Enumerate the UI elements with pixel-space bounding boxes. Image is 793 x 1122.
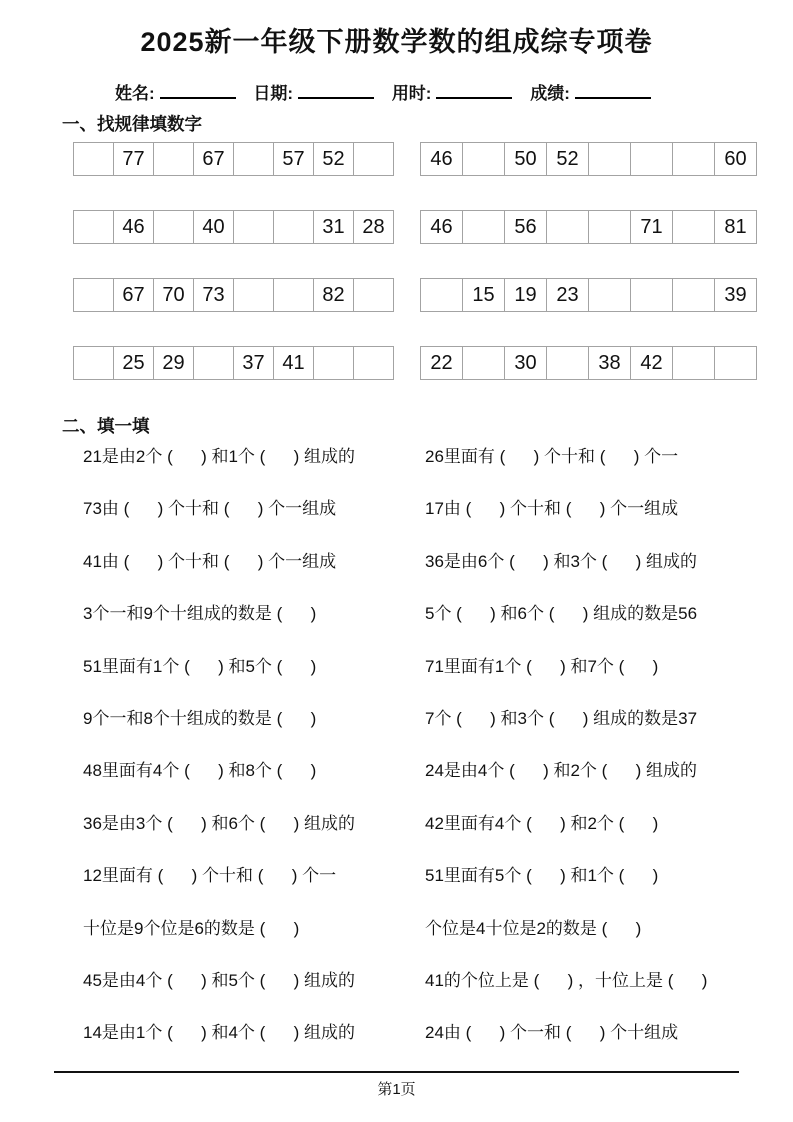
fill-question: 14是由1个 ( ) 和4个 ( ) 组成的	[83, 1023, 356, 1043]
fill-question: 21是由2个 ( ) 和1个 ( ) 组成的	[83, 447, 356, 466]
grid-cell	[74, 347, 114, 380]
question-row	[83, 1022, 793, 1074]
grid-cell: 81	[715, 211, 757, 244]
question-row	[83, 970, 793, 1022]
name-field	[115, 84, 236, 103]
grid-cell: 15	[463, 279, 505, 312]
fill-question: 42里面有4个 ( ) 和2个 ( )	[425, 813, 659, 833]
grid-cell	[354, 143, 394, 176]
grid-cell: 57	[274, 143, 314, 176]
question-row	[83, 918, 793, 970]
fill-question: 51里面有5个 ( ) 和1个 ( )	[425, 866, 659, 886]
grid-cell: 46	[421, 211, 463, 244]
grid-cell	[354, 279, 394, 312]
grid-cell	[421, 279, 463, 312]
score-field	[530, 84, 651, 103]
number-pattern-grid	[73, 346, 394, 380]
score-label: 成绩:	[530, 84, 570, 103]
fill-question: 45是由4个 ( ) 和5个 ( ) 组成的	[83, 970, 356, 990]
time-used-blank-line	[436, 82, 512, 99]
date-blank-line	[298, 82, 374, 99]
number-pattern-grids	[0, 142, 793, 380]
grid-cell	[154, 211, 194, 244]
fill-question: 7个 ( ) 和3个 ( ) 组成的数是37	[425, 708, 698, 728]
grid-cell	[589, 211, 631, 244]
fill-question: 十位是9个位是6的数是 ( )	[83, 918, 300, 938]
grid-cell: 39	[715, 279, 757, 312]
fill-question: 3个一和9个十组成的数是 ( )	[83, 604, 317, 624]
name-label: 姓名:	[115, 84, 155, 103]
fill-question: 24由 ( ) 个一和 ( ) 个十组成	[425, 1023, 679, 1043]
question-row	[83, 760, 793, 812]
grid-cell	[234, 143, 274, 176]
grid-cell	[234, 279, 274, 312]
grid-cell	[631, 279, 673, 312]
time-used-field	[392, 84, 513, 103]
fill-question: 26里面有 ( ) 个十和 ( ) 个一	[425, 447, 679, 466]
grid-cell: 38	[589, 347, 631, 380]
grid-cell: 60	[715, 143, 757, 176]
grid-cell	[234, 211, 274, 244]
question-row	[83, 446, 793, 498]
question-row	[83, 498, 793, 550]
grid-cell	[673, 347, 715, 380]
grid-cell	[463, 211, 505, 244]
name-blank-line	[160, 82, 236, 99]
grid-cell: 22	[421, 347, 463, 380]
fill-question: 9个一和8个十组成的数是 ( )	[83, 708, 317, 728]
grid-cell	[547, 347, 589, 380]
page-number: 第1页	[377, 1081, 416, 1098]
grid-cell: 40	[194, 211, 234, 244]
grid-cell	[715, 347, 757, 380]
question-row	[83, 551, 793, 603]
grid-row-2	[73, 210, 793, 244]
fill-question: 24是由4个 ( ) 和2个 ( ) 组成的	[425, 761, 698, 781]
number-pattern-grid	[420, 278, 757, 312]
grid-row-3	[73, 278, 793, 312]
grid-cell: 30	[505, 347, 547, 380]
fill-question: 17由 ( ) 个十和 ( ) 个一组成	[425, 499, 679, 519]
fill-question: 个位是4十位是2的数是 ( )	[425, 918, 642, 938]
grid-cell: 71	[631, 211, 673, 244]
fill-question: 12里面有 ( ) 个十和 ( ) 个一	[83, 866, 337, 886]
grid-cell	[354, 347, 394, 380]
grid-cell	[74, 143, 114, 176]
time-used-label: 用时:	[391, 84, 432, 103]
grid-cell	[547, 211, 589, 244]
question-row	[83, 865, 793, 917]
fill-in-questions	[0, 446, 793, 1075]
grid-cell: 67	[114, 279, 154, 312]
grid-cell: 82	[314, 279, 354, 312]
grid-cell	[673, 211, 715, 244]
grid-cell: 52	[547, 143, 589, 176]
grid-cell: 46	[114, 211, 154, 244]
grid-cell: 67	[194, 143, 234, 176]
date-field	[253, 84, 374, 103]
grid-cell	[274, 211, 314, 244]
grid-cell	[463, 143, 505, 176]
grid-cell: 29	[154, 347, 194, 380]
grid-row-4	[73, 346, 793, 380]
score-blank-line	[575, 82, 651, 99]
fill-question: 41由 ( ) 个十和 ( ) 个一组成	[83, 551, 337, 571]
number-pattern-grid	[420, 142, 757, 176]
grid-cell: 56	[505, 211, 547, 244]
grid-cell: 70	[154, 279, 194, 312]
grid-cell	[673, 143, 715, 176]
date-label: 日期:	[253, 84, 294, 103]
question-row	[83, 708, 793, 760]
grid-cell	[74, 279, 114, 312]
fill-question: 5个 ( ) 和6个 ( ) 组成的数是56	[425, 604, 698, 624]
grid-cell	[631, 143, 673, 176]
grid-cell: 52	[314, 143, 354, 176]
student-info-line	[115, 82, 793, 104]
grid-cell: 19	[505, 279, 547, 312]
page-title: 2025新一年级下册数学数的组成综专项卷	[140, 27, 653, 57]
grid-cell	[589, 279, 631, 312]
grid-cell: 41	[274, 347, 314, 380]
grid-cell: 25	[114, 347, 154, 380]
question-row	[83, 656, 793, 708]
page-footer	[54, 1071, 739, 1099]
number-pattern-grid	[420, 346, 757, 380]
grid-cell: 37	[234, 347, 274, 380]
grid-cell: 73	[194, 279, 234, 312]
grid-cell	[154, 143, 194, 176]
grid-cell	[274, 279, 314, 312]
fill-question: 73由 ( ) 个十和 ( ) 个一组成	[83, 499, 337, 519]
grid-cell: 23	[547, 279, 589, 312]
grid-cell: 42	[631, 347, 673, 380]
grid-cell: 31	[314, 211, 354, 244]
grid-cell	[589, 143, 631, 176]
section1-heading: 一、找规律填数字	[62, 114, 202, 134]
fill-question: 41的个位上是 ( ) ，十位上是 ( )	[425, 970, 708, 990]
grid-cell	[463, 347, 505, 380]
grid-cell	[314, 347, 354, 380]
fill-question: 51里面有1个 ( ) 和5个 ( )	[83, 656, 317, 676]
grid-cell: 77	[114, 143, 154, 176]
grid-cell: 46	[421, 143, 463, 176]
grid-cell	[194, 347, 234, 380]
fill-question: 36是由6个 ( ) 和3个 ( ) 组成的	[425, 551, 698, 571]
grid-cell	[74, 211, 114, 244]
fill-question: 71里面有1个 ( ) 和7个 ( )	[425, 656, 659, 676]
fill-question: 48里面有4个 ( ) 和8个 ( )	[83, 761, 317, 781]
grid-cell: 50	[505, 143, 547, 176]
number-pattern-grid	[73, 210, 394, 244]
question-row	[83, 603, 793, 655]
section2-heading: 二、填一填	[62, 416, 150, 436]
number-pattern-grid	[73, 142, 394, 176]
grid-cell: 28	[354, 211, 394, 244]
number-pattern-grid	[73, 278, 394, 312]
number-pattern-grid	[420, 210, 757, 244]
fill-question: 36是由3个 ( ) 和6个 ( ) 组成的	[83, 813, 356, 833]
grid-cell	[673, 279, 715, 312]
question-row	[83, 813, 793, 865]
grid-row-1	[73, 142, 793, 176]
